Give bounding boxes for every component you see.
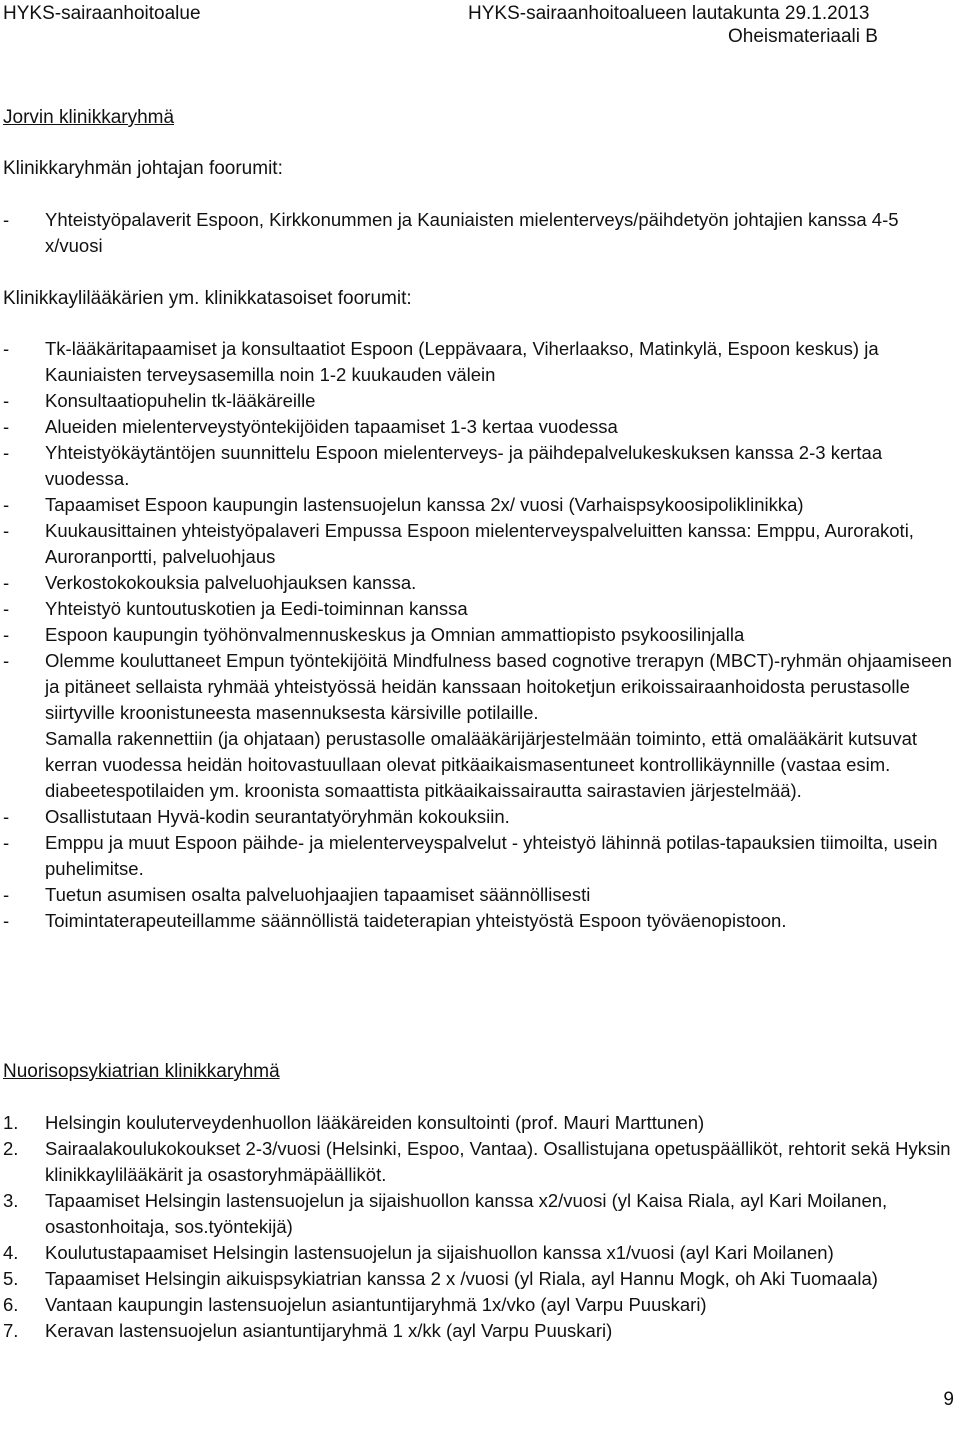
- list-item-text: Vantaan kaupungin lastensuojelun asiantuntijaryhmä 1x/vko (ayl Varpu Puuskari): [45, 1294, 707, 1315]
- section2-title: Nuorisopsykiatrian klinikkaryhmä: [3, 1061, 280, 1082]
- bullet-dash: -: [3, 650, 10, 671]
- list-item: [3, 882, 953, 908]
- bullet-dash: -: [3, 572, 10, 593]
- header-subtitle: Oheismateriaali B: [728, 26, 878, 47]
- list-item-text: Yhteistyö kuntoutuskotien ja Eedi-toiminnan kanssa: [45, 598, 468, 619]
- list-item: [3, 1110, 953, 1136]
- list-item: [3, 388, 953, 414]
- list-item: [3, 1240, 953, 1266]
- list-item-text: Keravan lastensuojelun asiantuntijaryhmä 1 x/kk (ayl Varpu Puuskari): [45, 1320, 613, 1341]
- bullet-dash: -: [3, 806, 10, 827]
- list-number: 5.: [3, 1268, 19, 1289]
- forum2-list: [3, 336, 953, 934]
- list-item-text: Kuukausittainen yhteistyöpalaveri Empussa Espoon mielenterveyspalveluitten kanssa: Emppu, Aurorakoti, Auroranportti, palveluohjaus: [45, 520, 914, 567]
- header-right: HYKS-sairaanhoitoalueen lautakunta 29.1.2013: [468, 3, 870, 24]
- bullet-dash: -: [3, 910, 10, 931]
- forum2-heading: Klinikkaylilääkärien ym. klinikkatasoiset foorumit:: [3, 288, 412, 309]
- bullet-dash: -: [3, 442, 10, 463]
- list-item-text: Helsingin kouluterveydenhuollon lääkäreiden konsultointi (prof. Mauri Marttunen): [45, 1112, 705, 1133]
- list-item-text: Yhteistyöpalaverit Espoon, Kirkkonummen ja Kauniaisten mielenterveys/päihdetyön johtajien kanssa 4-5 x/vuosi: [45, 209, 899, 256]
- list-item-text: Olemme kouluttaneet Empun työntekijöitä Mindfulness based cognotive trerapyn (MBCT)-ryhmän ohjaamiseen ja pitäneet sellaista ryhmää yhteistyössä heidän kanssaan hoitoketjun erikoissairaanhoidosta perustasolle siirtyville kroonistuneesta masennuksesta kärsiville potilaille. Samalla rakennettiin (ja ohjataan) perustasolle omalääkärijärjestelmään toiminto, että omalääkärit kutsuvat kerran vuodessa heidän hoitovastuullaan olevat pitkäaikaismasentuneet kontrollikäynnille (vastaa esim. diabeetespotilaiden ym. kroonista somaattista pitkäaikaissairautta sairastavien järjestelmää).: [45, 650, 952, 801]
- list-item-text: Tapaamiset Helsingin aikuispsykiatrian kanssa 2 x /vuosi (yl Riala, ayl Hannu Mogk, oh Aki Tuomaala): [45, 1268, 878, 1289]
- list-number: 7.: [3, 1320, 19, 1341]
- list-item-text: Osallistutaan Hyvä-kodin seurantatyöryhmän kokouksiin.: [45, 806, 510, 827]
- list-item: [3, 596, 953, 622]
- list-item: [3, 1292, 953, 1318]
- list-item-text: Tapaamiset Espoon kaupungin lastensuojelun kanssa 2x/ vuosi (Varhaispsykoosipoliklinikka): [45, 494, 804, 515]
- list-item-text: Konsultaatiopuhelin tk-lääkäreille: [45, 390, 316, 411]
- list-item-text: Emppu ja muut Espoon päihde- ja mielenterveyspalvelut - yhteistyö lähinnä potilas-tapauksien tiimoilta, usein puhelimitse.: [45, 832, 938, 879]
- list-item: [3, 908, 953, 934]
- list-item-text: Sairaalakoulukokoukset 2-3/vuosi (Helsinki, Espoo, Vantaa). Osallistujana opetuspäälliköt, rehtorit sekä Hyksin klinikkaylilääkärit ja osastoryhmäpäälliköt.: [45, 1138, 951, 1185]
- list-item: [3, 830, 953, 882]
- list-number: 3.: [3, 1190, 19, 1211]
- list-item: [3, 336, 953, 388]
- list-item-text: Verkostokokouksia palveluohjauksen kanssa.: [45, 572, 417, 593]
- list-item: [3, 207, 953, 259]
- list-item: [3, 1318, 953, 1344]
- list-item-text: Tk-lääkäritapaamiset ja konsultaatiot Espoon (Leppävaara, Viherlaakso, Matinkylä, Espoon keskus) ja Kauniaisten terveysasemilla noin 1-2 kuukauden välein: [45, 338, 879, 385]
- header-left: HYKS-sairaanhoitoalue: [3, 3, 201, 24]
- list-item-text: Yhteistyökäytäntöjen suunnittelu Espoon mielenterveys- ja päihdepalvelukeskuksen kanssa 2-3 kertaa vuodessa.: [45, 442, 883, 489]
- list-number: 2.: [3, 1138, 19, 1159]
- forum1-list: [3, 207, 953, 259]
- list-number: 6.: [3, 1294, 19, 1315]
- list-item-text: Tuetun asumisen osalta palveluohjaajien tapaamiset säännöllisesti: [45, 884, 591, 905]
- list-number: 1.: [3, 1112, 19, 1133]
- bullet-dash: -: [3, 624, 10, 645]
- bullet-dash: -: [3, 416, 10, 437]
- list-item: [3, 648, 953, 804]
- bullet-dash: -: [3, 390, 10, 411]
- list-item: [3, 1266, 953, 1292]
- list-item: [3, 1136, 953, 1188]
- list-item: [3, 1188, 953, 1240]
- bullet-dash: -: [3, 598, 10, 619]
- bullet-dash: -: [3, 832, 10, 853]
- list-item-text: Koulutustapaamiset Helsingin lastensuojelun ja sijaishuollon kanssa x1/vuosi (ayl Kari Moilanen): [45, 1242, 834, 1263]
- forum1-heading: Klinikkaryhmän johtajan foorumit:: [3, 158, 283, 179]
- list-item: [3, 414, 953, 440]
- list-item-text: Espoon kaupungin työhönvalmennuskeskus ja Omnian ammattiopisto psykoosilinjalla: [45, 624, 745, 645]
- bullet-dash: -: [3, 338, 10, 359]
- section1-title: Jorvin klinikkaryhmä: [3, 107, 175, 128]
- bullet-dash: -: [3, 520, 10, 541]
- list-item-text: Toimintaterapeuteillamme säännöllistä taideterapian yhteistyöstä Espoon työväenopistoon.: [45, 910, 787, 931]
- list-item: [3, 804, 953, 830]
- bullet-dash: -: [3, 884, 10, 905]
- list-item-text: Tapaamiset Helsingin lastensuojelun ja sijaishuollon kanssa x2/vuosi (yl Kaisa Riala, ayl Kari Moilanen, osastonhoitaja, sos.työntekijä): [45, 1190, 888, 1237]
- list-number: 4.: [3, 1242, 19, 1263]
- list-item: [3, 518, 953, 570]
- list-item: [3, 492, 953, 518]
- bullet-dash: -: [3, 209, 10, 230]
- list-item: [3, 570, 953, 596]
- section2-list: [3, 1110, 953, 1344]
- page-number: 9: [943, 1389, 954, 1410]
- list-item: [3, 622, 953, 648]
- list-item: [3, 440, 953, 492]
- list-item-text: Alueiden mielenterveystyöntekijöiden tapaamiset 1-3 kertaa vuodessa: [45, 416, 618, 437]
- bullet-dash: -: [3, 494, 10, 515]
